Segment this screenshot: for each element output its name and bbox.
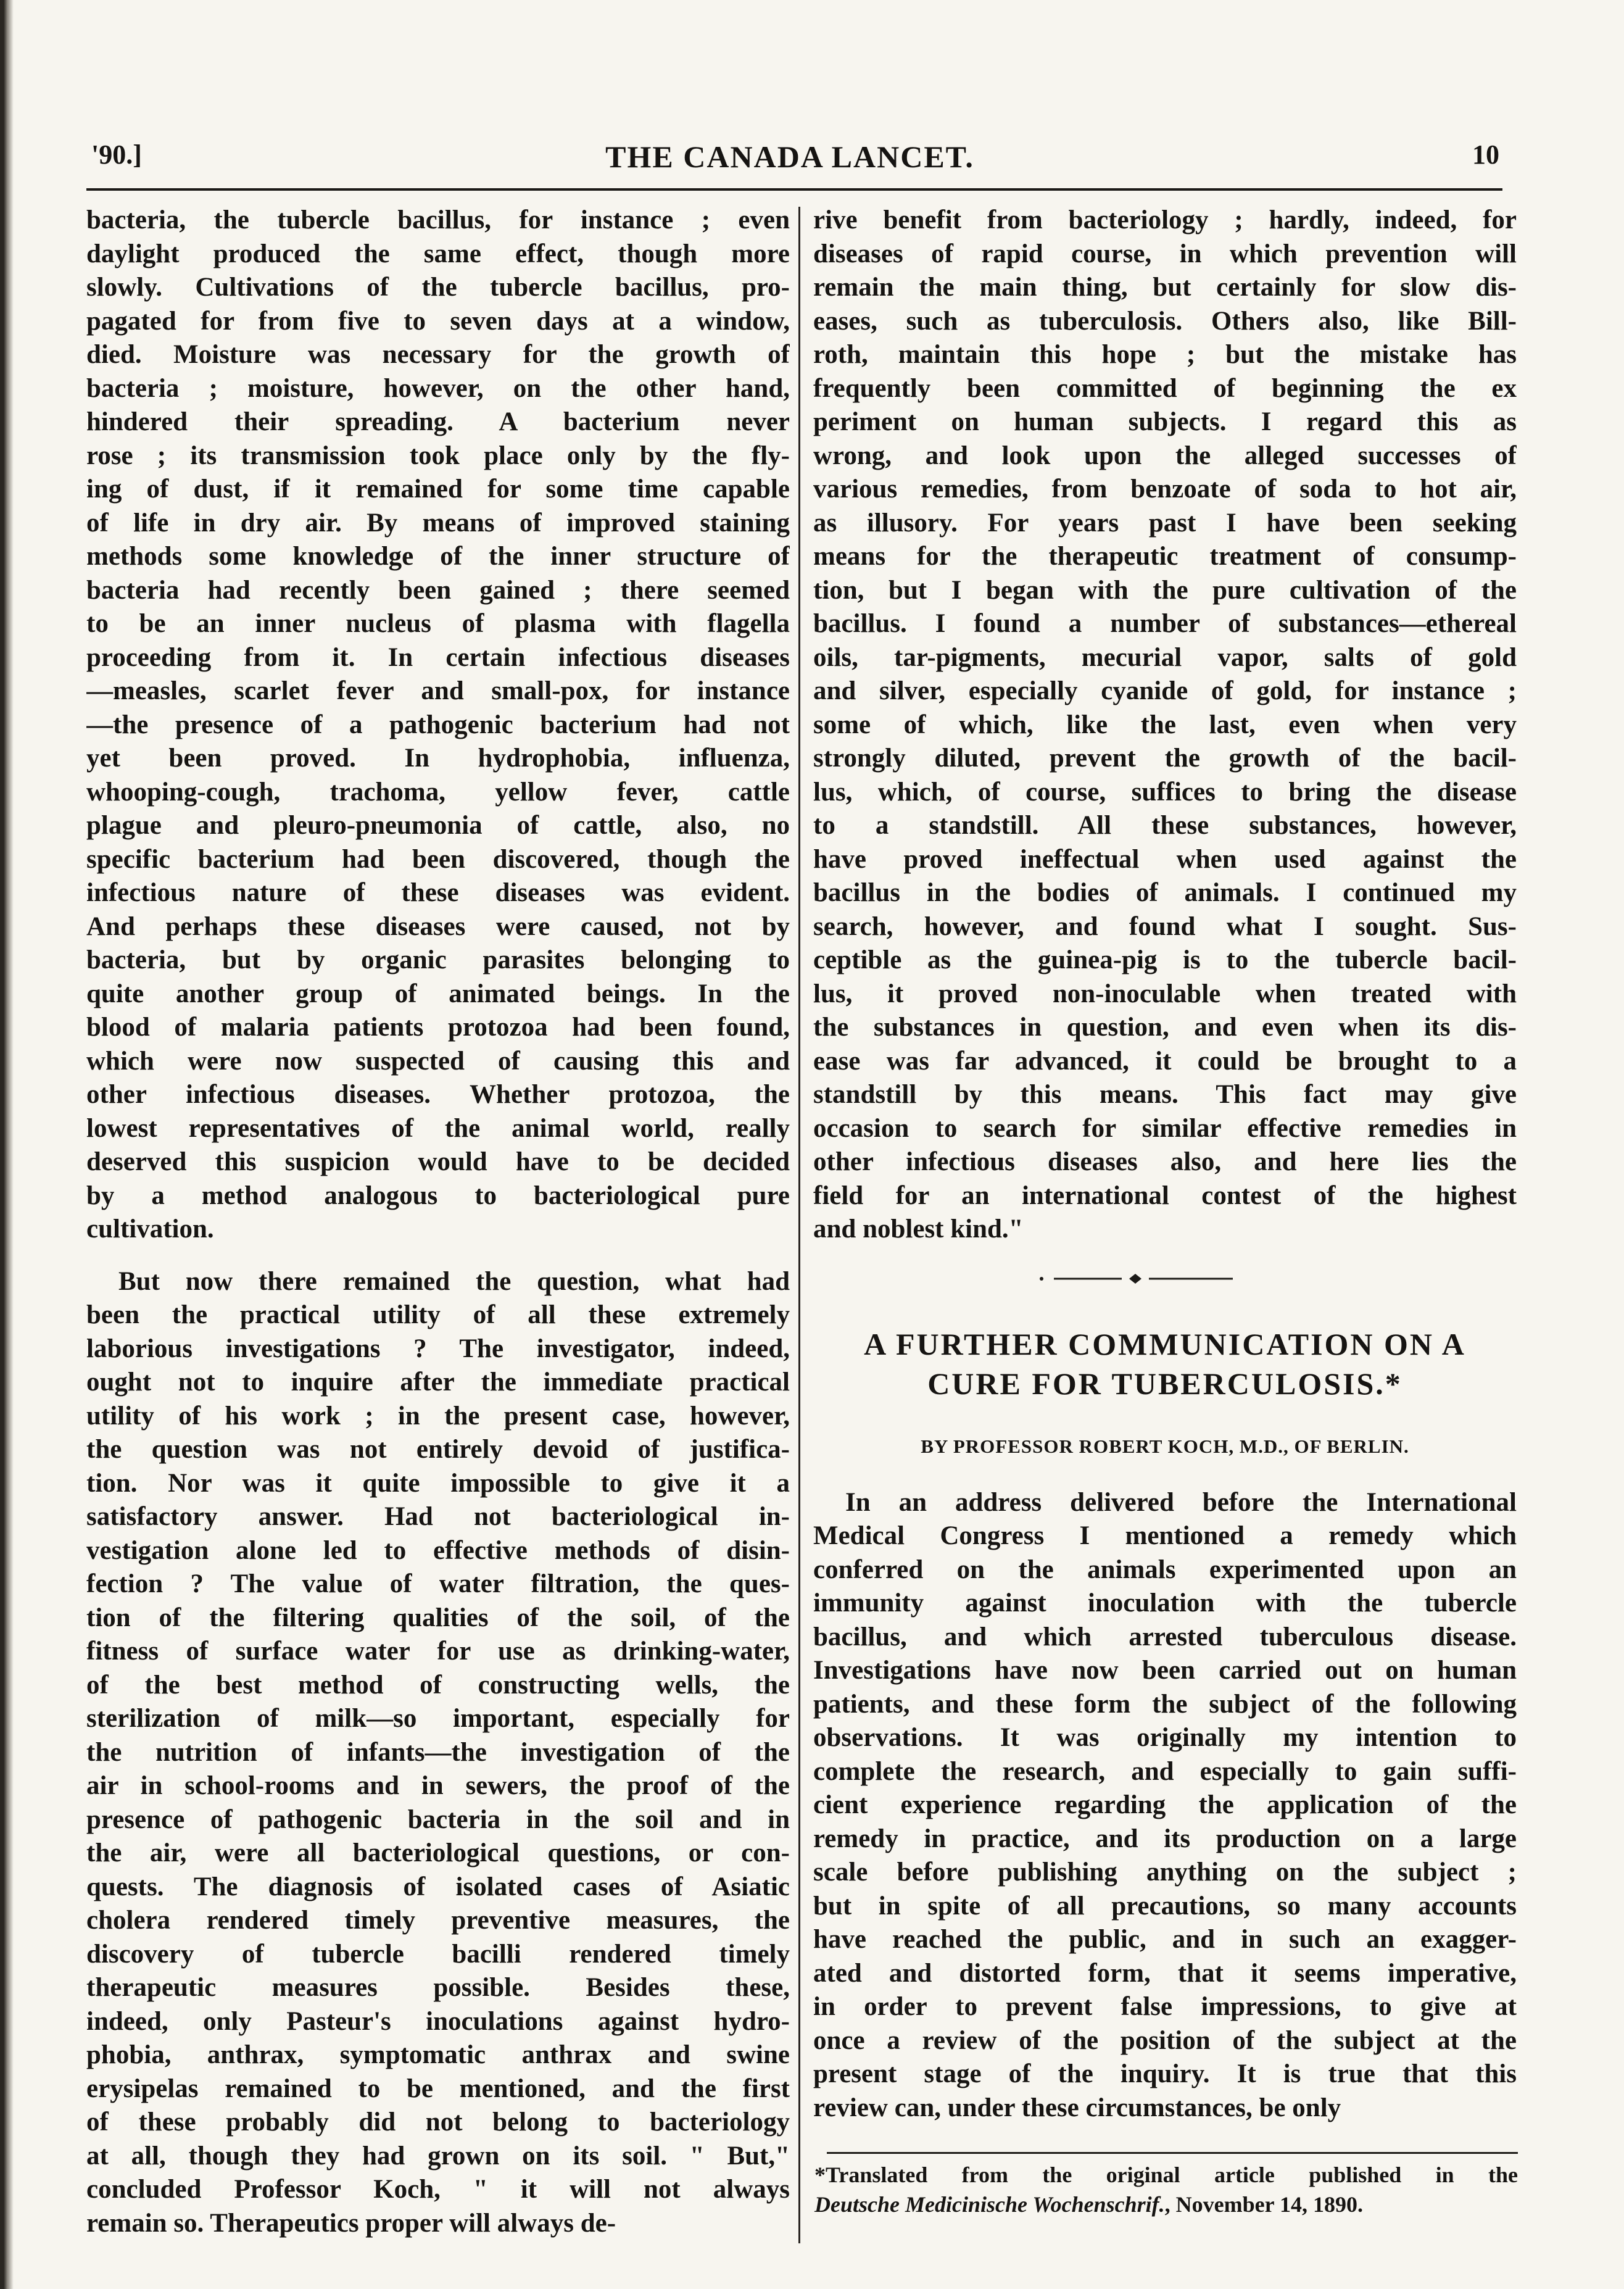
text-line: observations. It was originally my intention to — [813, 1723, 1517, 1752]
text-line: oils, tar-pigments, mecurial vapor, salts of gold — [813, 642, 1517, 672]
text-line: strongly diluted, prevent the growth of the bacil- — [813, 744, 1517, 773]
text-line: specific bacterium had been discovered, though the — [86, 844, 790, 874]
text-line: And perhaps these diseases were caused, not by — [86, 912, 790, 941]
text-line: tion of the filtering qualities of the soil, of the — [86, 1603, 790, 1632]
left-paragraph-2 — [86, 1247, 790, 2241]
text-line: which were now suspected of causing this and — [86, 1046, 790, 1076]
text-line: present stage of the inquiry. It is true that this — [813, 2059, 1517, 2088]
text-line: whooping-cough, trachoma, yellow fever, cattle — [86, 777, 790, 807]
text-line: various remedies, from benzoate of soda to hot air, — [813, 475, 1517, 504]
footnote-rule — [827, 2152, 1518, 2154]
text-line: conferred on the animals experimented upon an — [813, 1555, 1517, 1584]
text-line: have proved ineffectual when used against the — [813, 844, 1517, 874]
footnote-line-2 — [814, 2190, 1518, 2219]
text-line: pagated for from five to seven days at a window, — [86, 306, 790, 336]
text-line: bacteria had recently been gained ; there seemed — [86, 575, 790, 605]
column-rule — [798, 207, 800, 2243]
text-line: bacillus in the bodies of animals. I continued my — [813, 878, 1517, 907]
running-header — [80, 139, 1499, 188]
text-line: ceptible as the guinea-pig is to the tubercle bacil- — [813, 945, 1517, 974]
text-line: tion. Nor was it quite impossible to give it a — [86, 1468, 790, 1498]
left-column — [86, 204, 790, 2240]
footnote-journal: Deutsche Medicinische Wochenschrif. — [814, 2192, 1165, 2217]
text-line: infectious nature of these diseases was evident. — [86, 878, 790, 907]
text-line: some of which, like the last, even when very — [813, 710, 1517, 739]
page-binding-edge — [0, 0, 14, 2289]
text-line: discovery of tubercle bacilli rendered timely — [86, 1939, 790, 1969]
text-line: standstill by this means. This fact may give — [813, 1080, 1517, 1109]
article-title-line-2: CURE FOR TUBERCULOSIS.* — [927, 1366, 1402, 1401]
text-line: review can, under these circumstances, be only — [813, 2093, 1341, 2122]
text-line: Investigations have now been carried out on human — [813, 1656, 1517, 1685]
text-line: daylight produced the same effect, though more — [86, 239, 790, 268]
right-paragraph-quote — [813, 204, 1517, 1247]
article-title-line-1: A FURTHER COMMUNICATION ON A — [864, 1326, 1466, 1361]
article-title — [813, 1324, 1517, 1403]
text-line: of these probably did not belong to bacteriology — [86, 2108, 790, 2137]
text-line: in order to prevent false impressions, to give at — [813, 1992, 1517, 2021]
text-line: therapeutic measures possible. Besides these, — [86, 1973, 790, 2002]
text-line: air in school-rooms and in sewers, the proof of the — [86, 1771, 790, 1800]
text-line: to a standstill. All these substances, however, — [813, 811, 1517, 840]
text-line: presence of pathogenic bacteria in the soil and in — [86, 1805, 790, 1834]
footnote-date: , November 14, 1890. — [1164, 2192, 1363, 2217]
text-line: blood of malaria patients protozoa had been found, — [86, 1013, 790, 1042]
text-line: bacteria ; moisture, however, on the other hand, — [86, 373, 790, 403]
text-line: the substances in question, and even when its dis- — [813, 1013, 1517, 1042]
left-paragraph-1 — [86, 204, 790, 1247]
text-line: rive benefit from bacteriology ; hardly, indeed, for — [813, 206, 1517, 235]
text-line: of the best method of constructing wells, the — [86, 1670, 790, 1700]
text-line: lus, which, of course, suffices to bring the disease — [813, 777, 1517, 807]
text-line: of life in dry air. By means of improved staining — [86, 508, 790, 538]
text-line: remain the main thing, but certainly for slow dis- — [813, 273, 1517, 302]
text-line: Medical Congress I mentioned a remedy which — [813, 1521, 1517, 1550]
text-line: ease was far advanced, it could be brought to a — [813, 1046, 1517, 1076]
text-line: been the practical utility of all these extremely — [86, 1300, 790, 1329]
text-line: other infectious diseases also, and here lies the — [813, 1147, 1517, 1176]
text-line: —measles, scarlet fever and small-pox, for instance — [86, 676, 790, 705]
page-number: 10 — [1472, 139, 1499, 170]
text-line: diseases of rapid course, in which prevention will — [813, 239, 1517, 268]
paragraph-gap — [86, 1247, 790, 1265]
text-line: hindered their spreading. A bacterium never — [86, 407, 790, 436]
header-rule — [86, 188, 1502, 191]
text-line: and noblest kind." — [813, 1215, 1024, 1244]
text-line: indeed, only Pasteur's inoculations against hydro- — [86, 2006, 790, 2036]
text-line: died. Moisture was necessary for the growth of — [86, 340, 790, 369]
text-line: bacteria, the tubercle bacillus, for instance ; even — [86, 206, 790, 235]
text-line: plague and pleuro-pneumonia of cattle, also, no — [86, 811, 790, 840]
text-line: patients, and these form the subject of the following — [813, 1689, 1517, 1719]
text-line: lowest representatives of the animal world, really — [86, 1113, 790, 1143]
text-line: cultivation. — [86, 1215, 214, 1244]
text-line: bacteria, but by organic parasites belonging to — [86, 945, 790, 974]
text-line: ated and distorted form, that it seems imperative, — [813, 1958, 1517, 1988]
text-line: means for the therapeutic treatment of consump- — [813, 542, 1517, 571]
article-byline: BY PROFESSOR ROBERT KOCH, M.D., OF BERLIN. — [921, 1435, 1409, 1457]
text-line: rose ; its transmission took place only by the fly- — [86, 441, 790, 470]
text-line: slowly. Cultivations of the tubercle bacillus, pro- — [86, 273, 790, 302]
text-line: lus, it proved non-inoculable when treated with — [813, 979, 1517, 1008]
text-line: fection ? The value of water filtration, the ques- — [86, 1569, 790, 1598]
text-line: to be an inner nucleus of plasma with flagella — [86, 609, 790, 638]
text-line: and silver, especially cyanide of gold, for instance ; — [813, 676, 1517, 705]
text-line: the nutrition of infants—the investigation of the — [86, 1737, 790, 1767]
text-line: frequently been committed of beginning the ex — [813, 373, 1517, 403]
text-line: ought not to inquire after the immediate practical — [86, 1368, 790, 1397]
text-line: have reached the public, and in such an exagger- — [813, 1925, 1517, 1954]
text-line: the air, were all bacteriological questions, or con- — [86, 1838, 790, 1867]
text-line: but in spite of all precautions, so many accounts — [813, 1891, 1517, 1921]
text-line: eases, such as tuberculosis. Others also, like Bill- — [813, 306, 1517, 336]
text-line: the question was not entirely devoid of justifica- — [86, 1435, 790, 1464]
text-line: proceeding from it. In certain infectious diseases — [86, 642, 790, 672]
text-line: deserved this suspicion would have to be decided — [86, 1147, 790, 1176]
text-line: at all, though they had grown on its soil. " But," — [86, 2141, 790, 2171]
text-line: bacillus, and which arrested tuberculous disease. — [813, 1622, 1517, 1651]
text-line: concluded Professor Koch, " it will not always — [86, 2175, 790, 2204]
text-line: wrong, and look upon the alleged successes of — [813, 441, 1517, 470]
text-line: roth, maintain this hope ; but the mistake has — [813, 340, 1517, 369]
text-line: In an address delivered before the International — [845, 1487, 1517, 1517]
text-line: scale before publishing anything on the subject ; — [813, 1858, 1517, 1887]
text-line: quite another group of animated beings. In the — [86, 979, 790, 1008]
text-line: vestigation alone led to effective methods of disin- — [86, 1535, 790, 1565]
text-line: remain so. Therapeutics proper will always de- — [86, 2208, 616, 2238]
text-line: search, however, and found what I sought. Sus- — [813, 912, 1517, 941]
text-line: immunity against inoculation with the tubercle — [813, 1589, 1517, 1618]
text-line: laborious investigations ? The investigator, indeed, — [86, 1334, 790, 1363]
text-line: field for an international contest of the highest — [813, 1181, 1517, 1210]
text-line: complete the research, and especially to gain suffi- — [813, 1756, 1517, 1786]
text-line: fitness of surface water for use as drinking-water, — [86, 1637, 790, 1666]
text-line: other infectious diseases. Whether protozoa, the — [86, 1080, 790, 1109]
journal-title: THE CANADA LANCET. — [605, 139, 974, 174]
text-line: as illusory. For years past I have been seeking — [813, 508, 1517, 538]
text-line: occasion to search for similar effective remedies in — [813, 1113, 1517, 1143]
footnote-line-1: *Translated from the original article published in the — [814, 2162, 1518, 2187]
text-line: phobia, anthrax, symptomatic anthrax and swine — [86, 2040, 790, 2069]
text-line: tion, but I began with the pure cultivation of the — [813, 575, 1517, 605]
text-line: methods some knowledge of the inner structure of — [86, 542, 790, 571]
text-line: periment on human subjects. I regard this as — [813, 407, 1517, 436]
text-line: quests. The diagnosis of isolated cases of Asiatic — [86, 1872, 790, 1901]
section-ornament — [813, 1259, 1517, 1302]
footnote — [814, 2160, 1518, 2219]
text-line: remedy in practice, and its production on a large — [813, 1824, 1517, 1853]
header-year: '90.] — [91, 139, 142, 170]
text-line: erysipelas remained to be mentioned, and the first — [86, 2074, 790, 2103]
text-line: cholera rendered timely preventive measures, the — [86, 1906, 790, 1935]
ornament-divider-icon — [1029, 1266, 1251, 1291]
text-line: yet been proved. In hydrophobia, influenza, — [86, 744, 790, 773]
right-column — [813, 204, 1517, 2125]
text-line: cient experience regarding the application of the — [813, 1790, 1517, 1819]
text-line: ing of dust, if it remained for some time capable — [86, 475, 790, 504]
text-line: —the presence of a pathogenic bacterium had not — [86, 710, 790, 739]
text-line: satisfactory answer. Had not bacteriological in- — [86, 1502, 790, 1531]
text-line: bacillus. I found a number of substances—ethereal — [813, 609, 1517, 638]
text-line: sterilization of milk—so important, especially for — [86, 1704, 790, 1733]
text-line: by a method analogous to bacteriological pure — [86, 1181, 790, 1210]
text-line: utility of his work ; in the present case, however, — [86, 1401, 790, 1431]
text-line: But now there remained the question, what had — [118, 1266, 790, 1296]
text-line: once a review of the position of the subject at the — [813, 2025, 1517, 2055]
right-paragraph-article — [813, 1486, 1517, 2125]
